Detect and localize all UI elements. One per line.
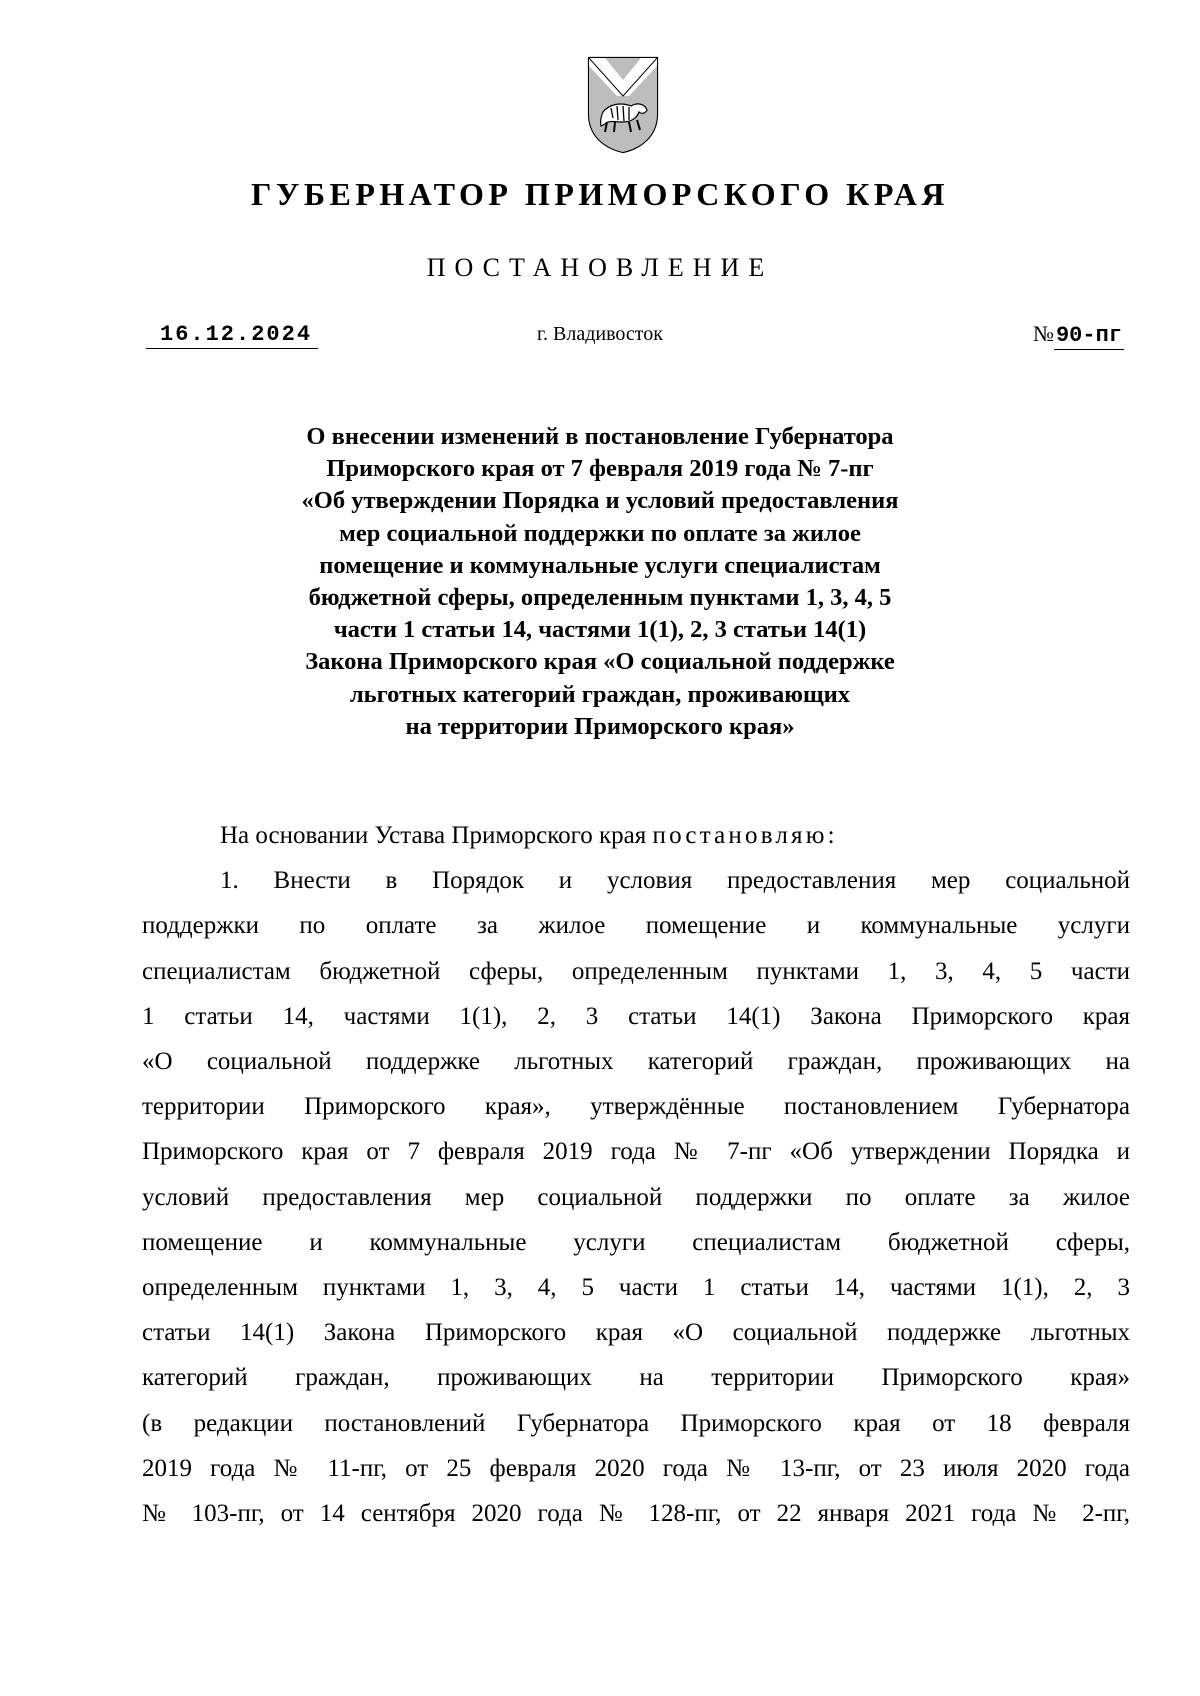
paragraph-line: территории Приморского края», утверждённые постановлением Губернатора [142, 1093, 1130, 1121]
subject-line: Закона Приморского края «О социальной поддержке [305, 648, 895, 676]
intro-paragraph [142, 813, 1130, 858]
paragraph-line: (в редакции постановлений Губернатора Приморского края от 18 февраля [142, 1409, 1130, 1437]
document-body [142, 813, 1130, 1536]
document-city: г. Владивосток [537, 323, 663, 345]
paragraph-line: 1. Внести в Порядок и условия предоставления мер социальной [220, 867, 1130, 895]
paragraph-line: поддержки по оплате за жилое помещение и коммунальные услуги [142, 912, 1130, 940]
paragraph-line: № 103-пг, от 14 сентября 2020 года № 128-пг, от 22 января 2021 года № 2-пг, [142, 1500, 1130, 1528]
subject-line: О внесении изменений в постановление Губернатора [306, 423, 894, 450]
number-sign: № [1032, 321, 1054, 346]
paragraph-line: 2019 года № 11-пг, от 25 февраля 2020 года № 13-пг, от 23 июля 2020 года [142, 1454, 1130, 1482]
paragraph-line: «О социальной поддержке льготных категорий граждан, проживающих на [142, 1048, 1130, 1076]
subject-line: бюджетной сферы, определенным пунктами 1, 3, 4, 5 [308, 584, 892, 612]
subject-line: Приморского края от 7 февраля 2019 года № 7-пг [326, 455, 874, 483]
paragraph-line: специалистам бюджетной сферы, определенным пунктами 1, 3, 4, 5 части [142, 957, 1130, 985]
subject-line: мер социальной поддержки по оплате за жилое [339, 519, 861, 547]
paragraph-line: категорий граждан, проживающих на территории Приморского края» [142, 1364, 1130, 1392]
document-number [1033, 321, 1124, 348]
document-date: 16.12.2024 [146, 322, 318, 349]
paragraph-line: статьи 14(1) Закона Приморского края «О социальной поддержке льготных [142, 1319, 1130, 1347]
coat-of-arms-icon [583, 52, 663, 156]
paragraph-line: условий предоставления мер социальной поддержки по оплате за жилое [142, 1183, 1130, 1211]
subject-line: помещение и коммунальные услуги специалистам [319, 551, 881, 579]
intro-text: На основании Устава Приморского края [220, 822, 653, 849]
number-value: 90-пг [1055, 323, 1122, 348]
subject-line: льготных категорий граждан, проживающих [349, 680, 851, 708]
document-subject [0, 421, 1200, 743]
org-title: ГУБЕРНАТОР ПРИМОРСКОГО КРАЯ [250, 176, 950, 212]
subject-line: на территории Приморского края» [405, 712, 795, 740]
doc-type-title: ПОСТАНОВЛЕНИЕ [426, 253, 774, 282]
paragraph-line: помещение и коммунальные услуги специалистам бюджетной сферы, [142, 1228, 1130, 1256]
subject-line: «Об утверждении Порядка и условий предоставления [301, 487, 899, 515]
paragraph-line: 1 статьи 14, частями 1(1), 2, 3 статьи 14(1) Закона Приморского края [142, 1002, 1130, 1030]
paragraph-line: определенным пунктами 1, 3, 4, 5 части 1 статьи 14, частями 1(1), 2, 3 [142, 1274, 1130, 1302]
intro-decree-word: постановляю: [652, 822, 838, 849]
subject-line: части 1 статьи 14, частями 1(1), 2, 3 статьи 14(1) [333, 616, 867, 644]
meta-row [0, 322, 1200, 362]
paragraph-line: Приморского края от 7 февраля 2019 года № 7-пг «Об утверждении Порядка и [142, 1138, 1130, 1166]
